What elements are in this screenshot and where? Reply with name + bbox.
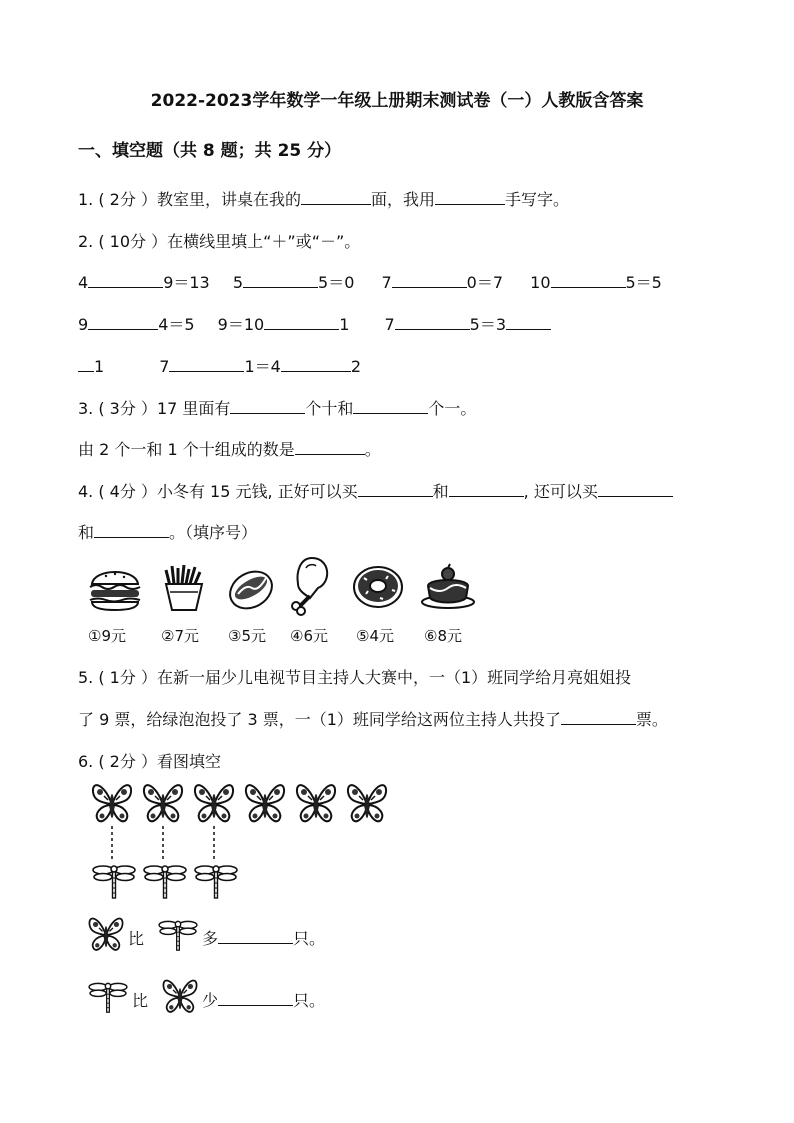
operand: 7 xyxy=(381,273,392,292)
question-5: 5. ( 1分 ）在新一届少儿电视节目主持人大赛中，一（1）班同学给月亮姐姐投 xyxy=(78,668,632,687)
q1-text-mid: 面，我用 xyxy=(370,190,435,209)
q4-line2-text: 和 xyxy=(78,523,95,542)
q5-line2-text: 了 9 票，给绿泡泡投了 3 票，一（1）班同学给这两位主持人共投了 xyxy=(78,710,561,729)
document-title: 2022-2023学年数学一年级上册期末测试卷（一）人教版含答案 xyxy=(150,91,644,111)
item-label: ④6元 xyxy=(290,627,328,645)
answer-blank[interactable] xyxy=(301,190,371,205)
butterfly-icon xyxy=(345,780,389,826)
dragonfly-icon xyxy=(194,860,238,900)
question-2-heading: 2. ( 10分 ）在横线里填上“＋”或“－”。 xyxy=(78,232,361,251)
cake-icon xyxy=(420,564,476,610)
answer-blank[interactable] xyxy=(295,440,365,455)
compare-word: 比 xyxy=(128,929,145,948)
question-2-row-2 xyxy=(78,312,551,335)
dragonfly-icon xyxy=(158,916,198,952)
operand: 10 xyxy=(530,273,551,292)
q3-line2-text: 由 2 个一和 1 个十组成的数是 xyxy=(78,440,295,459)
equation-part: 9＝10 xyxy=(217,315,265,334)
answer-blank[interactable] xyxy=(561,710,636,725)
dragonfly-icon xyxy=(92,860,136,900)
answer-blank[interactable] xyxy=(551,273,626,288)
butterfly-icon xyxy=(192,780,236,826)
fries-icon xyxy=(160,564,208,612)
q1-text-prefix: 1. ( 2分 ）教室里，讲桌在我的 xyxy=(78,190,301,209)
question-3 xyxy=(78,396,476,419)
answer-blank[interactable] xyxy=(449,482,524,497)
question-4-line-2 xyxy=(78,520,257,543)
q4-text-mid2: , 还可以买 xyxy=(523,482,598,501)
q3-text-suffix: 个一。 xyxy=(428,399,477,418)
butterfly-icon xyxy=(294,780,338,826)
q4-text-prefix: 4. ( 4分 ）小冬有 15 元钱, 正好可以买 xyxy=(78,482,358,501)
less-word: 少 xyxy=(202,991,219,1010)
answer-blank[interactable] xyxy=(264,315,339,330)
operand: 7 xyxy=(384,315,395,334)
question-5-line-2 xyxy=(78,707,668,730)
matching-lines xyxy=(90,826,290,862)
item-label: ③5元 xyxy=(228,627,266,645)
question-1 xyxy=(78,187,569,210)
answer-blank[interactable] xyxy=(230,399,305,414)
butterfly-icon xyxy=(90,780,134,826)
question-4 xyxy=(78,479,673,502)
equation-part: 5＝3 xyxy=(469,315,507,334)
operand: 5 xyxy=(232,273,244,292)
item-label: ①9元 xyxy=(88,627,126,645)
question-6-heading: 6. ( 2分 ）看图填空 xyxy=(78,752,221,771)
dragonfly-icon xyxy=(88,978,128,1014)
q3-line2-end: 。 xyxy=(364,440,381,459)
question-6-sentence-2 xyxy=(202,988,325,1011)
answer-blank[interactable] xyxy=(281,357,351,372)
equation-part: 9＝13 xyxy=(163,273,210,292)
equation-part: 5＝5 xyxy=(625,273,662,292)
equation-part: 0＝7 xyxy=(466,273,504,292)
question-3-line-2 xyxy=(78,437,381,460)
question-2-row-3 xyxy=(78,354,361,377)
answer-blank[interactable] xyxy=(435,190,505,205)
q4-text-mid: 和 xyxy=(432,482,449,501)
butterfly-icon xyxy=(243,780,287,826)
hotdog-icon xyxy=(226,564,276,612)
answer-blank[interactable] xyxy=(94,523,169,538)
answer-blank[interactable] xyxy=(353,399,428,414)
butterfly-icon xyxy=(141,780,185,826)
answer-blank[interactable] xyxy=(243,273,318,288)
answer-blank[interactable] xyxy=(78,357,94,372)
q3-text-mid: 个十和 xyxy=(305,399,354,418)
q4-line2-end: 。（填序号） xyxy=(169,523,258,542)
item-label: ⑥8元 xyxy=(424,627,462,645)
item-label: ②7元 xyxy=(161,627,199,645)
answer-blank[interactable] xyxy=(218,991,293,1006)
dragonfly-icon xyxy=(143,860,187,900)
answer-blank[interactable] xyxy=(218,929,293,944)
answer-blank[interactable] xyxy=(392,273,467,288)
compare-word: 比 xyxy=(132,991,149,1010)
unit-word: 只。 xyxy=(293,991,326,1010)
item-label: ⑤4元 xyxy=(356,627,394,645)
unit-word: 只。 xyxy=(293,929,326,948)
q3-text-prefix: 3. ( 3分 ）17 里面有 xyxy=(78,399,231,418)
section-heading: 一、填空题（共 8 题；共 25 分） xyxy=(78,141,342,161)
equation-part: 1＝4 xyxy=(244,357,281,376)
operand: 1 xyxy=(94,357,105,376)
more-word: 多 xyxy=(202,929,219,948)
question-2-row-1 xyxy=(78,270,662,293)
answer-blank[interactable] xyxy=(395,315,470,330)
answer-blank[interactable] xyxy=(358,482,433,497)
q5-line2-end: 票。 xyxy=(635,710,668,729)
donut-icon xyxy=(352,564,404,610)
equation-part: 4＝5 xyxy=(158,315,195,334)
butterfly-icon xyxy=(86,914,126,954)
operand: 9 xyxy=(78,315,89,334)
butterfly-icon xyxy=(160,976,200,1016)
burger-icon xyxy=(88,566,142,612)
answer-blank[interactable] xyxy=(506,315,551,330)
equation-part: 5＝0 xyxy=(318,273,355,292)
answer-blank[interactable] xyxy=(169,357,244,372)
answer-blank[interactable] xyxy=(598,482,673,497)
drumstick-icon xyxy=(290,556,334,614)
operand: 4 xyxy=(78,273,89,292)
answer-blank[interactable] xyxy=(88,273,163,288)
operand: 2 xyxy=(350,357,362,376)
answer-blank[interactable] xyxy=(88,315,158,330)
operand: 7 xyxy=(159,357,170,376)
q1-text-suffix: 手写字。 xyxy=(504,190,569,209)
question-6-sentence-1 xyxy=(202,926,325,949)
operand: 1 xyxy=(339,315,350,334)
